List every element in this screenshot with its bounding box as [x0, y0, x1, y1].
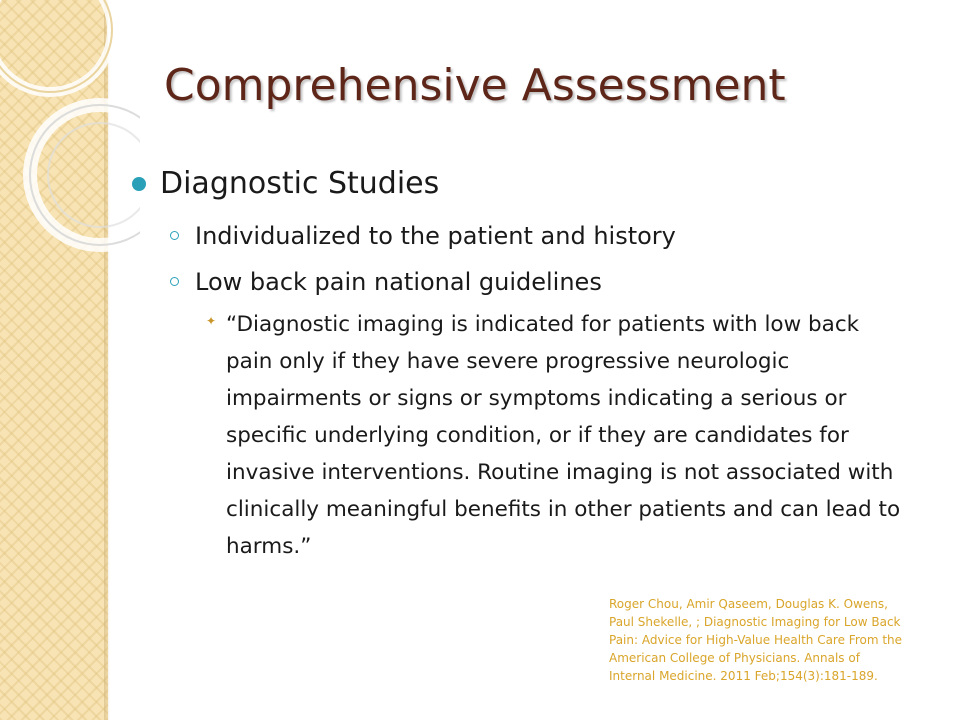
quote-text: “Diagnostic imaging is indicated for patients with low back pain only if they have severe progressive neurologic impairments or signs or symptoms indicating a serious or specific underlying condition, or if they are candidates for invasive interventions. Routine imaging is not associated with clinically meaningful benefits in other patients and can lead to harms.” — [226, 312, 901, 559]
slide-title: Comprehensive Assessment — [164, 60, 786, 111]
bullet-diagnostic-studies — [132, 162, 932, 206]
guideline-quote — [206, 306, 906, 565]
citation: Roger Chou, Amir Qaseem, Douglas K. Owens, Paul Shekelle, ; Diagnostic Imaging for Low Back Pain: Advice for High-Value Health Care From the American College of Physicians. Annals of Internal Medicine. 2011 Feb;154(3):181-189. — [609, 597, 903, 683]
bullet-text: Diagnostic Studies — [160, 166, 440, 201]
sub-bullet-individualized — [170, 216, 932, 256]
sub-bullet-text: Low back pain national guidelines — [195, 268, 602, 296]
hollow-circle-icon — [170, 277, 179, 286]
sub-bullet-text: Individualized to the patient and history — [195, 222, 676, 250]
decorative-rings-icon — [0, 0, 140, 320]
hollow-circle-icon — [170, 231, 179, 240]
filled-circle-icon — [132, 177, 146, 191]
slide-content — [132, 162, 932, 565]
star-bullet-icon: ✦ — [206, 314, 217, 328]
sub-bullet-guidelines — [170, 262, 932, 302]
